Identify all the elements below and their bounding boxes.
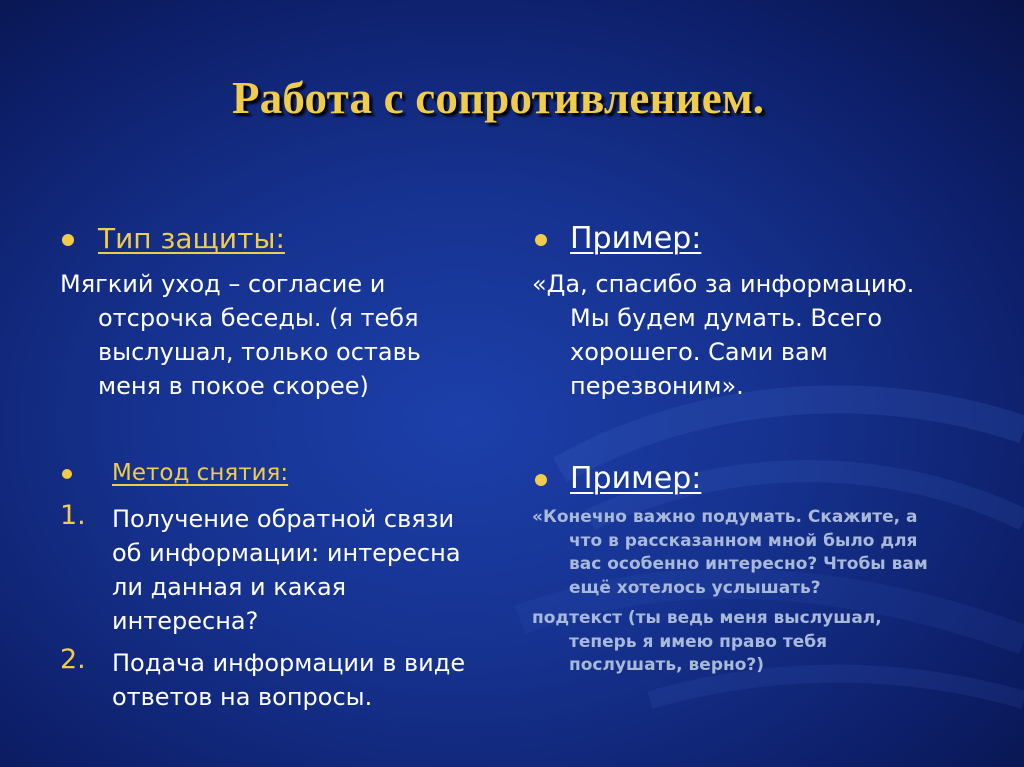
text-line: Мы будем думать. Всего: [570, 304, 883, 332]
example-1-text: [532, 267, 914, 403]
text-line: теперь я имею право тебя: [569, 631, 828, 652]
list-number: 1.: [60, 500, 86, 531]
text-line: ответов на вопросы.: [112, 683, 373, 711]
slide-title: Работа с сопротивлением.: [232, 73, 765, 123]
text-line: интересна?: [112, 607, 259, 635]
text-line: «Да, спасибо за информацию.: [532, 270, 915, 298]
bullet-icon: [62, 469, 72, 479]
text-line: послушать, верно?): [569, 655, 765, 675]
heading-example-2: Пример:: [570, 461, 702, 496]
text-line: Мягкий уход – согласие и: [60, 270, 386, 298]
text-line: «Конечно важно подумать. Скажите, а: [532, 507, 918, 527]
heading-example-1: Пример:: [570, 221, 702, 256]
text-line: Подача информации в виде: [112, 649, 466, 677]
list-item: [112, 646, 465, 714]
text-line: хорошего. Сами вам: [570, 338, 828, 366]
list-item: [112, 502, 461, 638]
text-line: вас особенно интересно? Чтобы вам: [569, 554, 928, 574]
example-2-text: [532, 506, 928, 600]
subtext-note: [532, 607, 882, 678]
bullet-icon: [62, 234, 74, 246]
heading-defense-type[interactable]: Тип защиты:: [98, 222, 285, 255]
text-line: перезвоним».: [570, 372, 744, 400]
list-number: 2.: [60, 644, 86, 675]
text-line: Получение обратной связи: [112, 505, 455, 533]
heading-removal-method[interactable]: Метод снятия:: [112, 460, 289, 486]
text-line: меня в покое скорее): [98, 372, 369, 400]
text-line: об информации: интересна: [112, 539, 461, 567]
text-line: отсрочка беседы. (я тебя: [98, 304, 419, 332]
text-line: ли данная и какая: [112, 573, 347, 601]
text-line: выслушал, только оставь: [98, 338, 421, 366]
text-line: подтекст (ты ведь меня выслушал,: [532, 608, 882, 628]
defense-description: [60, 267, 421, 403]
bullet-icon: [535, 474, 547, 486]
text-line: ещё хотелось услышать?: [569, 577, 821, 598]
text-line: что в рассказанном мной было для: [569, 530, 918, 551]
bullet-icon: [535, 234, 547, 246]
